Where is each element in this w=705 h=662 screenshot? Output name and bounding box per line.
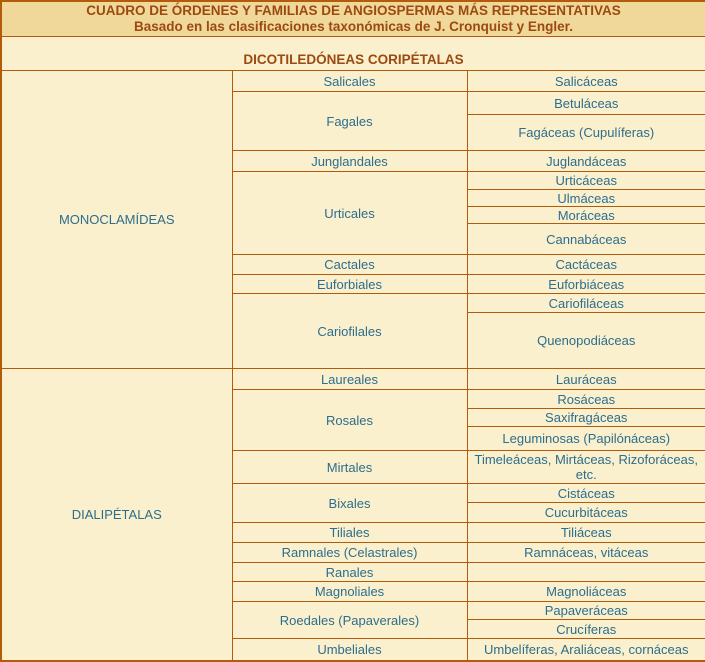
family-cell: Ulmáceas xyxy=(467,190,705,207)
order-cell: Ramnales (Celastrales) xyxy=(232,543,467,563)
group-cell-dialipetalas: DIALIPÉTALAS xyxy=(1,369,232,661)
order-cell: Euforbiales xyxy=(232,275,467,294)
family-cell: Rosáceas xyxy=(467,390,705,409)
family-cell: Juglandáceas xyxy=(467,151,705,172)
order-cell: Umbeliales xyxy=(232,639,467,661)
family-cell: Urticáceas xyxy=(467,172,705,190)
family-cell: Umbelíferas, Araliáceas, cornáceas xyxy=(467,639,705,661)
table-title-line2: Basado en las clasificaciones taxonómicas de J. Cronquist y Engler. xyxy=(134,19,573,34)
order-cell: Laureales xyxy=(232,369,467,390)
order-cell: Fagales xyxy=(232,92,467,151)
order-cell: Junglandales xyxy=(232,151,467,172)
family-cell: Moráceas xyxy=(467,207,705,224)
order-cell: Mirtales xyxy=(232,451,467,484)
family-cell: Cactáceas xyxy=(467,255,705,275)
order-cell: Cariofilales xyxy=(232,294,467,369)
order-cell: Magnoliales xyxy=(232,582,467,602)
family-cell: Cucurbitáceas xyxy=(467,503,705,523)
order-cell: Ranales xyxy=(232,563,467,582)
order-cell: Cactales xyxy=(232,255,467,275)
family-cell: Lauráceas xyxy=(467,369,705,390)
order-cell: Bixales xyxy=(232,484,467,523)
family-cell xyxy=(467,563,705,582)
family-cell: Fagáceas (Cupulíferas) xyxy=(467,115,705,151)
family-cell: Euforbiáceas xyxy=(467,275,705,294)
family-cell: Crucíferas xyxy=(467,620,705,639)
order-cell: Roedales (Papaverales) xyxy=(232,602,467,639)
family-cell: Cariofiláceas xyxy=(467,294,705,313)
order-cell: Urticales xyxy=(232,172,467,255)
family-cell: Saxifragáceas xyxy=(467,409,705,427)
order-cell: Salicales xyxy=(232,71,467,92)
family-cell: Quenopodiáceas xyxy=(467,313,705,369)
group-cell-monoclamideas: MONOCLAMÍDEAS xyxy=(1,71,232,369)
family-cell: Magnoliáceas xyxy=(467,582,705,602)
table-title xyxy=(1,1,705,37)
family-cell: Papaveráceas xyxy=(467,602,705,620)
family-cell: Betuláceas xyxy=(467,92,705,115)
family-cell: Ramnáceas, vitáceas xyxy=(467,543,705,563)
family-cell: Cannabáceas xyxy=(467,224,705,255)
family-cell: Tiliáceas xyxy=(467,523,705,543)
table-title-line1: CUADRO DE ÓRDENES Y FAMILIAS DE ANGIOSPERMAS MÁS REPRESENTATIVAS xyxy=(86,3,621,18)
family-cell: Salicáceas xyxy=(467,71,705,92)
order-cell: Rosales xyxy=(232,390,467,451)
family-cell: Cistáceas xyxy=(467,484,705,503)
order-cell: Tiliales xyxy=(232,523,467,543)
family-cell: Leguminosas (Papilónáceas) xyxy=(467,427,705,451)
section-header: DICOTILEDÓNEAS CORIPÉTALAS xyxy=(1,37,705,71)
family-cell: Timeleáceas, Mirtáceas, Rizoforáceas, etc. xyxy=(467,451,705,484)
